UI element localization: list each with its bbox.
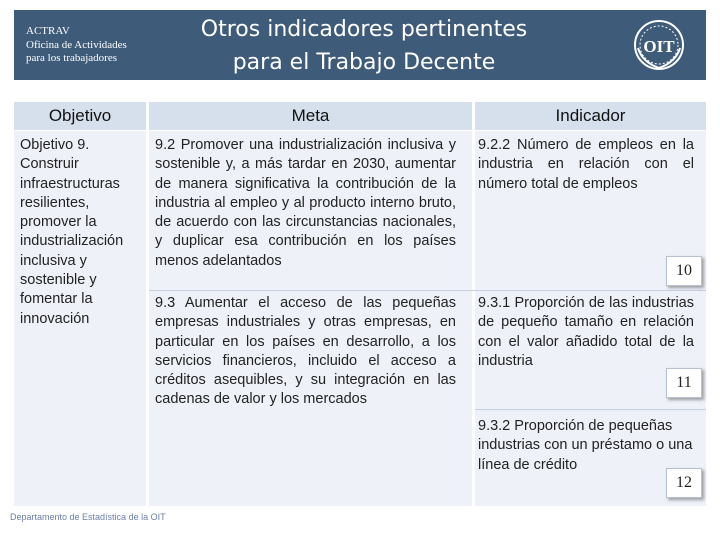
indicators-table [14,102,706,506]
row-divider [475,409,706,410]
footer-text: Departamento de Estadística de la OIT [10,512,166,522]
indicator-cell-9-2-2: 9.2.2 Número de empleos en la industria en relación con el número total de empleos [478,137,694,192]
objective-cell: Objetivo 9. Construir infraestructuras resilientes, promover la industrialización inclusiva y sostenible y fomentar la innovación [20,137,124,327]
row-divider [149,290,706,291]
indicator-cell-9-3-2: 9.3.2 Proporción de pequeñas industrias con un préstamo o una línea de crédito [478,418,693,473]
indicator-cell-9-3-1: 9.3.1 Proporción de las industrias de pequeño tamaño en relación con el valor añadido total de la industria [478,295,694,369]
target-cell-9-3: 9.3 Aumentar el acceso de las pequeñas empresas industriales y otras empresas, en particular en los países en desarrollo, a los servicios financieros, incluido el acceso a créditos asequibles, y su integración en las cadenas de valor y los mercados [155,295,456,408]
slide-header [14,10,706,80]
org-name-line1: Oficina de Actividades [26,39,127,51]
column-header-indicador: Indicador [475,102,706,130]
target-cell-9-2: 9.2 Promover una industrialización inclusiva y sostenible y, a más tardar en 2030, aumentar de manera significativa la contribución de la industria al empleo y al producto interno bruto, de acuerdo con las circunstancias nacionales, y duplicar esa contribución en los países menos adelantados [155,137,456,269]
org-name-line2: para los trabajadores [26,52,118,64]
reference-badge: 10 [666,256,702,286]
slide-title-line2: para el Trabajo Decente [232,50,496,75]
oit-emblem-icon [632,18,686,72]
reference-badge: 12 [666,468,702,498]
column-header-meta: Meta [149,102,472,130]
logo-text: OIT [643,37,675,56]
reference-badge: 11 [666,368,702,398]
org-acronym: ACTRAV [26,25,70,37]
slide-title-line1: Otros indicadores pertinentes [200,17,528,42]
column-header-objetivo: Objetivo [14,102,146,130]
